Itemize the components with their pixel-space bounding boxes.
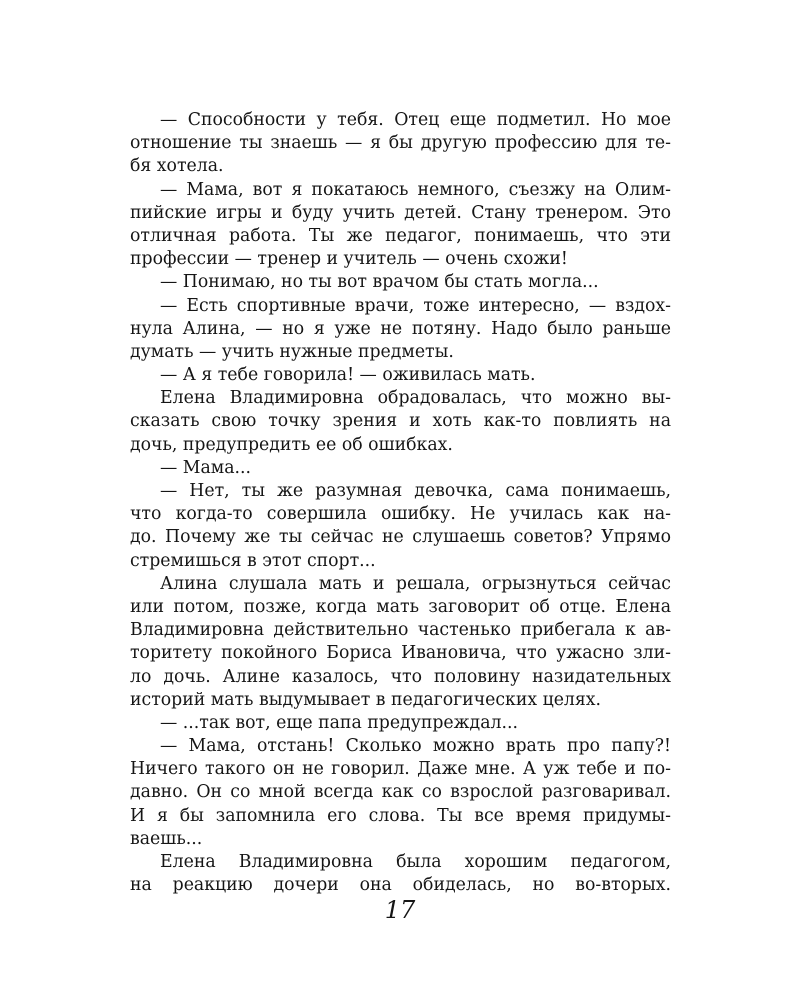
text-line: — Мама... — [160, 457, 251, 478]
text-line: Ничего такого он не говорил. Даже мне. А уж тебе и по- — [130, 759, 671, 780]
text-line: бя хотела. — [130, 156, 224, 177]
text-line: стремишься в этот спорт... — [130, 550, 376, 571]
text-line: — Мама, отстань! Сколько можно врать про папу?! — [160, 736, 671, 757]
text-line: нула Алина, — но я уже не потяну. Надо было раньше — [130, 318, 671, 339]
text-line: пийские игры и буду учить детей. Стану тренером. Это — [130, 202, 671, 223]
text-line: до. Почему же ты сейчас не слушаешь советов? Упрямо — [130, 527, 671, 548]
text-line: отношение ты знаешь — я бы другую профессию для те- — [130, 133, 671, 154]
text-line: — Способности у тебя. Отец еще подметил. Но мое — [160, 110, 671, 130]
text-line: сказать свою точку зрения и хоть как-то повлиять на — [130, 411, 671, 432]
text-line: ваешь... — [130, 828, 203, 849]
page-number: 17 — [384, 896, 416, 924]
text-line: думать — учить нужные предметы. — [130, 341, 454, 362]
body-text — [130, 109, 671, 897]
text-line: торитету покойного Бориса Ивановича, что ужасно зли- — [130, 643, 671, 664]
text-line: — ...так вот, еще папа предупреждал... — [160, 712, 518, 733]
text-line: или потом, позже, когда мать заговорит об отце. Елена — [130, 596, 671, 617]
text-line: ло дочь. Алине казалось, что половину назидательных — [130, 666, 671, 687]
text-line: дочь, предупредить ее об ошибках. — [130, 434, 453, 455]
text-line: — Мама, вот я покатаюсь немного, съезжу на Олим- — [160, 179, 671, 200]
text-line: Алина слушала мать и решала, огрызнуться сейчас — [160, 573, 671, 594]
text-line: давно. Он со мной всегда как со взрослой разговаривал. — [130, 782, 671, 803]
text-line: Елена Владимировна обрадовалась, что можно вы- — [160, 388, 671, 409]
text-line: отличная работа. Ты же педагог, понимаешь, что эти — [130, 225, 671, 246]
text-line: историй мать выдумывает в педагогических целях. — [130, 689, 602, 710]
text-line: — Есть спортивные врачи, тоже интересно, — вздох- — [160, 295, 671, 316]
text-line: что когда-то совершила ошибку. Не училась как на- — [130, 504, 671, 525]
text-line: — А я тебе говорила! — оживилась мать. — [160, 365, 536, 386]
text-line: на реакцию дочери она обиделась, но во-вторых. — [130, 875, 671, 896]
text-line: Елена Владимировна была хорошим педагогом, — [160, 852, 671, 872]
text-line: — Нет, ты же разумная девочка, сама понимаешь, — [160, 481, 671, 501]
text-line: Владимировна действительно частенько прибегала к ав- — [130, 620, 671, 641]
text-line: профессии — тренер и учитель — очень схожи! — [130, 249, 568, 270]
text-line: И я бы запомнила его слова. Ты все время придумы- — [130, 805, 671, 826]
text-line: — Понимаю, но ты вот врачом бы стать могла... — [160, 272, 599, 293]
